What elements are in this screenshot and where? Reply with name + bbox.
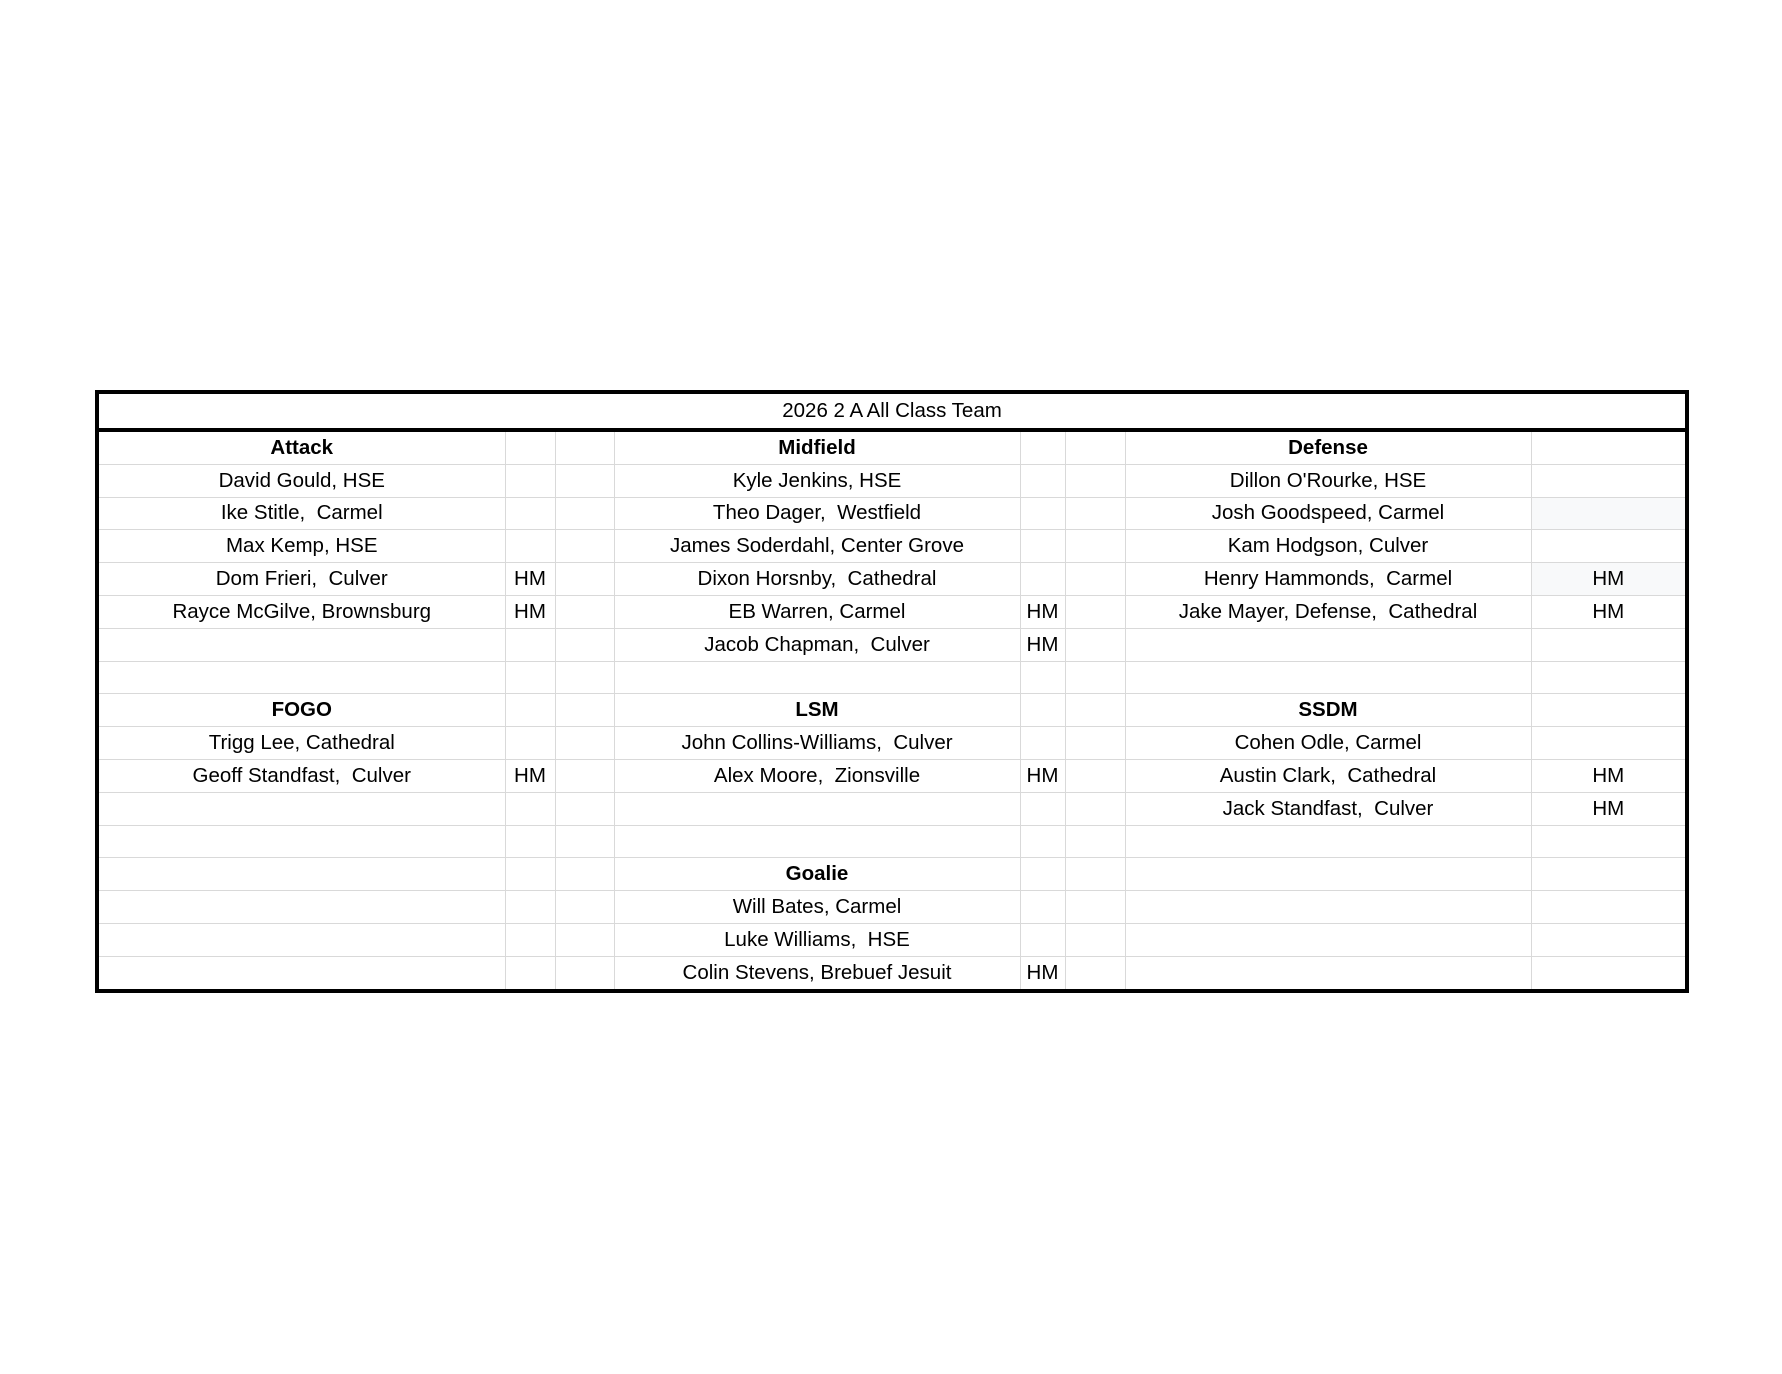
table-row <box>99 825 1685 858</box>
table-cell <box>1065 727 1125 760</box>
table-cell <box>1020 923 1065 956</box>
table-cell <box>555 956 614 988</box>
player-cell: Austin Clark, Cathedral <box>1125 759 1531 792</box>
player-cell: Will Bates, Carmel <box>614 891 1020 924</box>
player-cell: Jake Mayer, Defense, Cathedral <box>1125 595 1531 628</box>
table-cell <box>1020 497 1065 530</box>
table-cell <box>505 923 555 956</box>
table-cell <box>555 430 614 464</box>
table-cell <box>555 825 614 858</box>
table-cell <box>1531 727 1685 760</box>
honorable-mention-cell: HM <box>1020 759 1065 792</box>
player-cell: Jack Standfast, Culver <box>1125 792 1531 825</box>
title-row <box>99 394 1685 430</box>
table-cell <box>1020 464 1065 497</box>
table-cell <box>555 563 614 596</box>
table-row <box>99 595 1685 628</box>
table-cell <box>1531 891 1685 924</box>
player-cell: Cohen Odle, Carmel <box>1125 727 1531 760</box>
section-header: Goalie <box>614 858 1020 891</box>
honorable-mention-cell: HM <box>1020 628 1065 661</box>
player-cell: Theo Dager, Westfield <box>614 497 1020 530</box>
table-cell <box>1531 530 1685 563</box>
table-cell <box>99 891 505 924</box>
table-cell <box>1065 661 1125 694</box>
table-cell <box>1020 727 1065 760</box>
table-cell <box>1065 759 1125 792</box>
table-cell <box>505 430 555 464</box>
table-cell <box>1531 628 1685 661</box>
table-cell <box>99 956 505 988</box>
player-cell: Dom Frieri, Culver <box>99 563 505 596</box>
section-header-row <box>99 430 1685 464</box>
table-cell <box>505 858 555 891</box>
table-cell <box>1020 858 1065 891</box>
section-header: Attack <box>99 430 505 464</box>
table-cell <box>1065 595 1125 628</box>
table-cell <box>555 694 614 727</box>
table-cell <box>99 628 505 661</box>
table-cell <box>1125 858 1531 891</box>
player-cell: Luke Williams, HSE <box>614 923 1020 956</box>
table-row <box>99 563 1685 596</box>
table-cell <box>614 792 1020 825</box>
honorable-mention-cell: HM <box>1531 595 1685 628</box>
table-cell <box>1531 825 1685 858</box>
table-row <box>99 530 1685 563</box>
player-cell: Trigg Lee, Cathedral <box>99 727 505 760</box>
table-cell <box>555 858 614 891</box>
section-header: Defense <box>1125 430 1531 464</box>
table-cell <box>1065 956 1125 988</box>
table-cell <box>99 792 505 825</box>
table-cell <box>99 661 505 694</box>
table-cell <box>555 792 614 825</box>
table-row <box>99 661 1685 694</box>
player-cell: Kam Hodgson, Culver <box>1125 530 1531 563</box>
table-cell <box>555 759 614 792</box>
table-row <box>99 792 1685 825</box>
player-cell: Alex Moore, Zionsville <box>614 759 1020 792</box>
player-cell: James Soderdahl, Center Grove <box>614 530 1020 563</box>
player-cell: Kyle Jenkins, HSE <box>614 464 1020 497</box>
table-cell <box>99 858 505 891</box>
section-header-row <box>99 694 1685 727</box>
table-cell <box>555 661 614 694</box>
table-cell <box>1125 661 1531 694</box>
table-cell <box>1531 464 1685 497</box>
table-cell <box>1065 858 1125 891</box>
section-header: SSDM <box>1125 694 1531 727</box>
table-cell <box>1125 628 1531 661</box>
table-cell <box>1065 563 1125 596</box>
table-cell <box>555 497 614 530</box>
player-cell: Dixon Horsnby, Cathedral <box>614 563 1020 596</box>
table-cell <box>1531 956 1685 988</box>
table-cell <box>555 464 614 497</box>
player-cell: Josh Goodspeed, Carmel <box>1125 497 1531 530</box>
table-cell <box>1020 792 1065 825</box>
table-cell <box>1125 891 1531 924</box>
table-cell <box>1020 891 1065 924</box>
table-cell <box>505 956 555 988</box>
player-cell: Ike Stitle, Carmel <box>99 497 505 530</box>
table-row <box>99 923 1685 956</box>
table-row <box>99 497 1685 530</box>
table-cell <box>1531 661 1685 694</box>
honorable-mention-cell: HM <box>1531 563 1685 596</box>
table-cell <box>1531 497 1685 530</box>
table-cell <box>1531 923 1685 956</box>
table-row <box>99 727 1685 760</box>
table-cell <box>505 825 555 858</box>
table-cell <box>555 530 614 563</box>
table-cell <box>1020 825 1065 858</box>
table-cell <box>1125 923 1531 956</box>
honorable-mention-cell: HM <box>1020 595 1065 628</box>
honorable-mention-cell: HM <box>1531 792 1685 825</box>
table-cell <box>505 661 555 694</box>
table-cell <box>555 628 614 661</box>
player-cell: Rayce McGilve, Brownsburg <box>99 595 505 628</box>
table-cell <box>555 891 614 924</box>
honorable-mention-cell: HM <box>505 595 555 628</box>
table-cell <box>505 464 555 497</box>
player-cell: Dillon O'Rourke, HSE <box>1125 464 1531 497</box>
table-cell <box>505 727 555 760</box>
table-cell <box>1065 891 1125 924</box>
player-cell: John Collins-Williams, Culver <box>614 727 1020 760</box>
section-header: FOGO <box>99 694 505 727</box>
table-cell <box>614 825 1020 858</box>
table-cell <box>505 891 555 924</box>
table-cell <box>1020 661 1065 694</box>
section-header-row <box>99 858 1685 891</box>
table-cell <box>505 792 555 825</box>
honorable-mention-cell: HM <box>1020 956 1065 988</box>
player-cell: Jacob Chapman, Culver <box>614 628 1020 661</box>
table-row <box>99 464 1685 497</box>
table-cell <box>1065 628 1125 661</box>
table-cell <box>505 530 555 563</box>
all-class-team-sheet <box>95 390 1689 993</box>
table-cell <box>99 825 505 858</box>
table-cell <box>1065 792 1125 825</box>
table-row <box>99 891 1685 924</box>
player-cell: Colin Stevens, Brebuef Jesuit <box>614 956 1020 988</box>
table-cell <box>505 628 555 661</box>
table-cell <box>1531 858 1685 891</box>
table-cell <box>555 595 614 628</box>
table-row <box>99 956 1685 988</box>
player-cell: EB Warren, Carmel <box>614 595 1020 628</box>
table-cell <box>1020 430 1065 464</box>
table-cell <box>1065 530 1125 563</box>
table-cell <box>1125 956 1531 988</box>
table-cell <box>99 923 505 956</box>
table-cell <box>1065 694 1125 727</box>
table-row <box>99 759 1685 792</box>
table-cell <box>1065 825 1125 858</box>
player-cell: Geoff Standfast, Culver <box>99 759 505 792</box>
table-cell <box>1065 464 1125 497</box>
table-cell <box>1065 497 1125 530</box>
table-cell <box>1065 430 1125 464</box>
table-cell <box>1020 694 1065 727</box>
table-cell <box>555 727 614 760</box>
player-cell: Henry Hammonds, Carmel <box>1125 563 1531 596</box>
table-cell <box>1020 563 1065 596</box>
table-cell <box>1531 430 1685 464</box>
player-cell: Max Kemp, HSE <box>99 530 505 563</box>
section-header: LSM <box>614 694 1020 727</box>
table-cell <box>555 923 614 956</box>
honorable-mention-cell: HM <box>505 563 555 596</box>
table-cell <box>505 497 555 530</box>
table-cell <box>614 661 1020 694</box>
sheet-title: 2026 2 A All Class Team <box>99 394 1685 430</box>
table-cell <box>1065 923 1125 956</box>
roster-table <box>99 394 1685 989</box>
honorable-mention-cell: HM <box>1531 759 1685 792</box>
table-cell <box>1020 530 1065 563</box>
table-cell <box>1125 825 1531 858</box>
table-cell <box>1531 694 1685 727</box>
table-cell <box>505 694 555 727</box>
section-header: Midfield <box>614 430 1020 464</box>
player-cell: David Gould, HSE <box>99 464 505 497</box>
honorable-mention-cell: HM <box>505 759 555 792</box>
table-row <box>99 628 1685 661</box>
